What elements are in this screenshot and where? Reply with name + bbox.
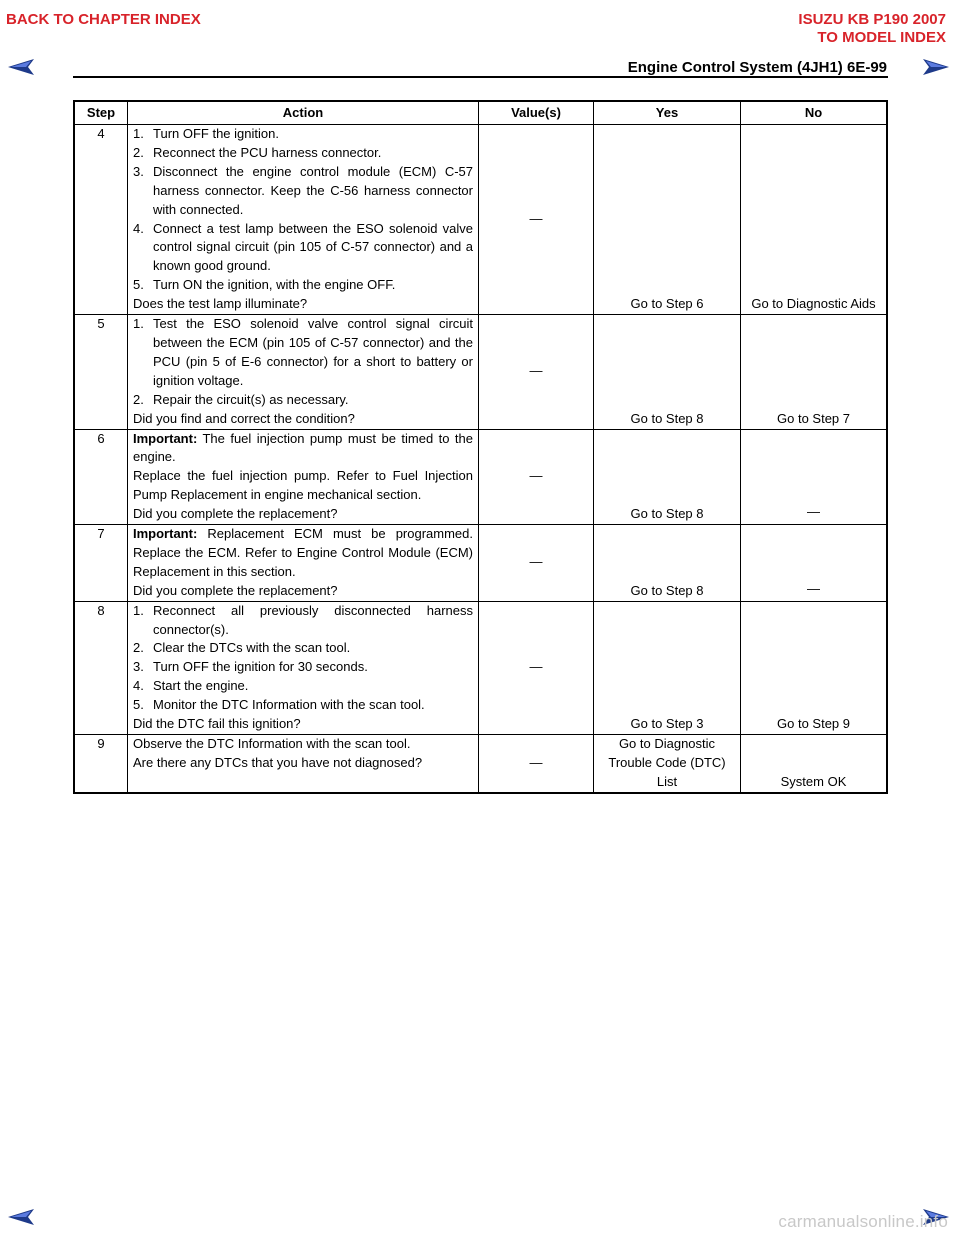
item-number: 3.: [133, 163, 144, 179]
action-item: [133, 125, 473, 144]
table-row: [74, 601, 887, 734]
action-item: [133, 677, 473, 696]
no-dash: —: [807, 580, 820, 596]
item-text: Start the engine.: [153, 678, 249, 694]
value-cell: [479, 429, 594, 525]
action-question: Are there any DTCs that you have not diagnosed?: [133, 754, 423, 770]
column-header-action: Action: [128, 101, 479, 125]
header-rule: [73, 76, 888, 78]
diagnostic-table: [73, 100, 888, 794]
no-cell: System OK: [741, 735, 888, 793]
item-number: 2.: [133, 391, 144, 407]
item-text: Turn ON the ignition, with the engine OFF.: [153, 277, 396, 293]
action-item: [133, 315, 473, 391]
step-number: 6: [74, 429, 128, 525]
item-text: Clear the DTCs with the scan tool.: [153, 640, 351, 656]
item-text: Turn OFF the ignition.: [153, 126, 279, 141]
action-question: Did you complete the replacement?: [133, 582, 338, 598]
table-row: [74, 315, 887, 429]
page-header-title: Engine Control System (4JH1) 6E-99: [627, 59, 887, 76]
action-item: [133, 639, 473, 658]
item-number: 1.: [133, 126, 144, 141]
item-text: Monitor the DTC Information with the scan tool.: [153, 697, 425, 713]
value-dash: —: [529, 554, 543, 570]
action-question: Does the test lamp illuminate?: [133, 296, 308, 312]
action-item: [133, 163, 473, 220]
action-cell: [128, 601, 479, 734]
value-cell: [479, 601, 594, 734]
important-label: Important:: [133, 526, 198, 542]
action-item: [133, 276, 473, 295]
yes-cell: Go to Step 8: [594, 429, 741, 525]
step-number: 8: [74, 601, 128, 734]
value-cell: [479, 735, 594, 793]
value-cell: [479, 315, 594, 429]
step-number: 4: [74, 125, 128, 315]
item-number: 2.: [133, 144, 144, 160]
item-number: 3.: [133, 659, 144, 675]
action-question: Did you find and correct the condition?: [133, 410, 355, 426]
item-number: 1.: [133, 316, 144, 332]
table-header-row: [74, 101, 887, 125]
item-number: 5.: [133, 697, 144, 713]
yes-cell: Go to Step 8: [594, 525, 741, 602]
action-list: [133, 602, 473, 715]
no-cell: Go to Diagnostic Aids: [741, 125, 888, 315]
item-text: Disconnect the engine control module (ECM) C-57 harness connector. Keep the C-56 harness connector with connected.: [153, 163, 473, 217]
action-list: [133, 315, 473, 410]
action-body: Replace the ECM. Refer to Engine Control Module (ECM) Replacement in this section.: [133, 544, 473, 579]
value-dash: —: [529, 659, 543, 675]
step-number: 9: [74, 735, 128, 793]
item-text: Connect a test lamp between the ESO solenoid valve control signal circuit (pin 105 of C-57 connector) and a known good ground.: [153, 220, 473, 274]
action-cell: [128, 735, 479, 793]
item-number: 1.: [133, 602, 144, 618]
yes-cell: Go to Step 6: [594, 125, 741, 315]
item-text: Repair the circuit(s) as necessary.: [153, 391, 349, 407]
arrow-left-icon[interactable]: [8, 58, 34, 76]
action-item: [133, 696, 473, 715]
item-text: Reconnect all previously disconnected harness connector(s).: [153, 602, 473, 637]
action-item: [133, 391, 473, 410]
step-number: 7: [74, 525, 128, 602]
item-number: 5.: [133, 277, 144, 293]
arrow-left-icon[interactable]: [8, 1208, 34, 1226]
action-body: Observe the DTC Information with the scan tool.: [133, 736, 411, 751]
important-label: Important:: [133, 430, 198, 446]
action-cell: [128, 125, 479, 315]
back-to-chapter-index-link[interactable]: BACK TO CHAPTER INDEX: [6, 11, 201, 28]
column-header-no: No: [741, 101, 888, 125]
action-question: Did you complete the replacement?: [133, 506, 338, 522]
action-question: Did the DTC fail this ignition?: [133, 716, 301, 732]
no-cell: [741, 525, 888, 602]
value-dash: —: [529, 363, 543, 379]
important-text: Replacement ECM must be programmed.: [197, 526, 473, 542]
item-number: 2.: [133, 640, 144, 656]
table-row: [74, 525, 887, 602]
important-note: [133, 525, 473, 544]
important-note: [133, 430, 473, 468]
action-item: [133, 220, 473, 277]
action-item: [133, 144, 473, 163]
watermark: carmanualsonline.info: [778, 1212, 948, 1231]
column-header-step: Step: [74, 101, 128, 125]
item-number: 4.: [133, 678, 144, 694]
table-row: [74, 125, 887, 315]
item-number: 4.: [133, 220, 144, 236]
action-item: [133, 602, 473, 640]
important-text: The fuel injection pump must be timed to the engine.: [133, 430, 473, 465]
step-number: 5: [74, 315, 128, 429]
yes-cell: Go to Step 3: [594, 601, 741, 734]
column-header-yes: Yes: [594, 101, 741, 125]
item-text: Test the ESO solenoid valve control signal circuit between the ECM (pin 105 of C-57 connector) and the PCU (pin 5 of E-6 connector) for a short to battery or ignition voltage.: [153, 316, 473, 388]
value-cell: [479, 525, 594, 602]
model-index-link[interactable]: TO MODEL INDEX: [817, 29, 946, 46]
yes-cell: Go to Diagnostic Trouble Code (DTC) List: [594, 735, 741, 793]
action-body: Replace the fuel injection pump. Refer to Fuel Injection Pump Replacement in engine mechanical section.: [133, 468, 473, 503]
no-dash: —: [807, 504, 820, 520]
action-list: [133, 125, 473, 295]
column-header-values: Value(s): [479, 101, 594, 125]
value-dash: —: [529, 754, 543, 770]
value-dash: —: [529, 211, 543, 227]
arrow-right-icon[interactable]: [923, 58, 949, 76]
action-cell: [128, 525, 479, 602]
value-cell: [479, 125, 594, 315]
no-cell: Go to Step 9: [741, 601, 888, 734]
action-cell: [128, 315, 479, 429]
table-row: [74, 429, 887, 525]
no-cell: [741, 429, 888, 525]
action-item: [133, 658, 473, 677]
value-dash: —: [529, 468, 543, 484]
item-text: Reconnect the PCU harness connector.: [153, 144, 382, 160]
no-cell: Go to Step 7: [741, 315, 888, 429]
item-text: Turn OFF the ignition for 30 seconds.: [153, 659, 368, 675]
action-cell: [128, 429, 479, 525]
table-row: [74, 735, 887, 793]
yes-cell: Go to Step 8: [594, 315, 741, 429]
model-title-link[interactable]: ISUZU KB P190 2007: [798, 11, 946, 28]
